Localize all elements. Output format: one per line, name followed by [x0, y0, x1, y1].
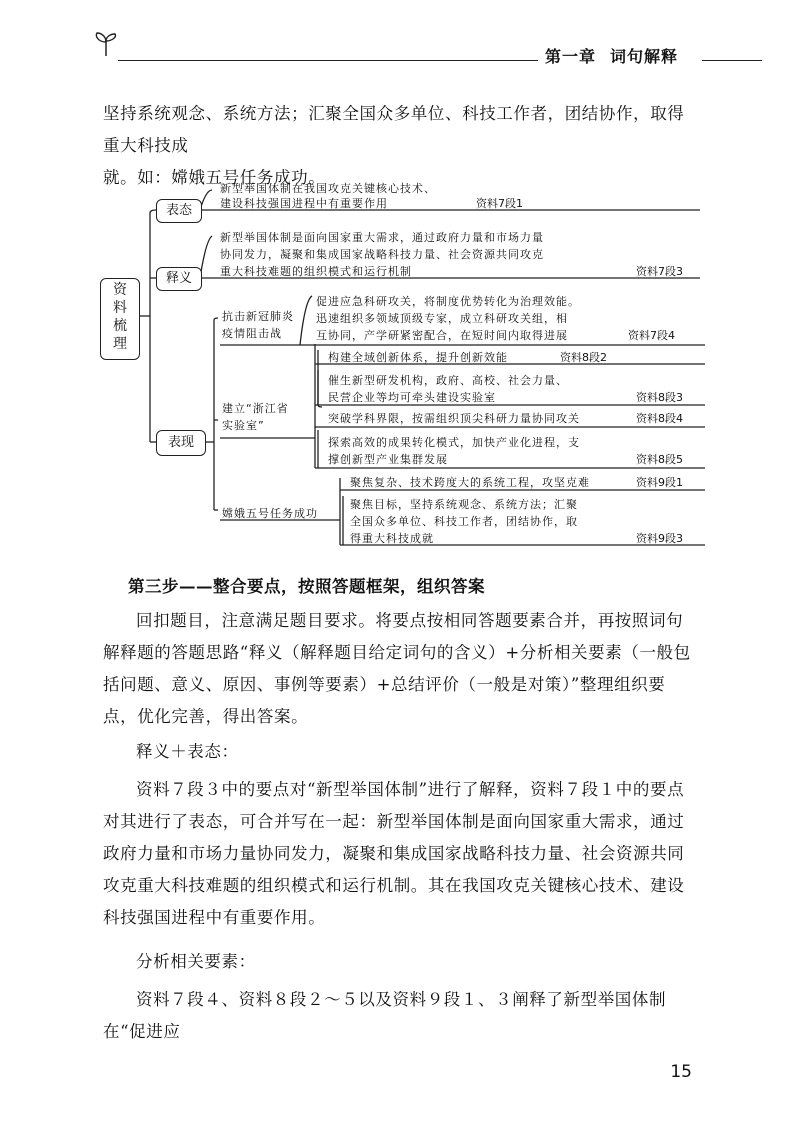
- biaotai-source: 资料7段1: [476, 197, 523, 210]
- zhejiang-title-2: 实验室”: [222, 419, 265, 432]
- chapter-title: 词句解释: [610, 47, 679, 66]
- mindmap-root-label: 资料梳理: [113, 282, 127, 352]
- change-item-2-source: 资料9段3: [636, 532, 683, 545]
- branch-biaoxian: [156, 430, 206, 456]
- biaotai-line-2: 建设科技强国进程中有重要作用: [220, 197, 388, 210]
- body-paragraph-2: 资料７段３中的要点对“新型举国体制”进行了解释，资料７段１中的要点对其进行了表态，可合并写在一起：新型举国体制是面向国家重大需求，通过政府力量和市场力量协同发力，凝聚和集成国家战略科技力量、社会资源共同攻克重大科技难题的组织模式和运行机制。其在我国攻克关键核心技术、建设科技强国进程中有重要作用。: [103, 780, 685, 927]
- shiyi-line-3: 重大科技难题的组织模式和运行机制: [220, 265, 412, 278]
- change-item-1-source: 资料9段1: [636, 476, 683, 489]
- change-item-2-text-2: 全国众多单位、科技工作者，团结协作，取: [350, 515, 578, 528]
- branch-shiyi: [156, 267, 202, 291]
- zhejiang-item-4-text-2: 撑创新型产业集群发展: [328, 453, 448, 466]
- zhejiang-item-4-source: 资料8段5: [636, 453, 683, 466]
- branch-shiyi-label: 释义: [165, 271, 192, 286]
- branch-biaotai: [156, 199, 202, 223]
- body-paragraph-3: 资料７段４、资料８段２～５以及资料９段１、３阐释了新型举国体制在“促进应: [103, 990, 667, 1041]
- label-shiyi-biaotai: 释义＋表态：: [136, 742, 239, 761]
- kangji-title-2: 疫情阻击战: [222, 327, 282, 340]
- zhejiang-item-2-text-2: 民营企业等均可牵头建设实验室: [328, 391, 496, 404]
- body-paragraph-1: 回扣题目，注意满足题目要求。将要点按相同答题要素合并，再按照词句解释题的答题思路“释义（解释题目给定词句的含义）+分析相关要素（一般包括问题、意义、原因、事例等要素）+总结评价（一般是对策）”整理组织要点，优化完善，得出答案。: [103, 611, 691, 726]
- change-item-2-text-3: 得重大科技成就: [350, 532, 434, 545]
- shiyi-source: 资料7段3: [636, 265, 683, 278]
- kangji-line-2: 迅速组织多领域顶级专家，成立科研攻关组，相: [316, 312, 568, 325]
- zhejiang-title-1: 建立“浙江省: [222, 402, 289, 415]
- intro-line-1: 坚持系统观念、系统方法；汇聚全国众多单位、科技工作者，团结协作，取得重大科技成: [103, 104, 685, 155]
- page-number: 15: [670, 1062, 692, 1082]
- branch-biaoxian-label: 表现: [167, 435, 194, 450]
- zhejiang-item-3-text: 突破学科界限，按需组织顶尖科研力量协同攻关: [328, 412, 580, 425]
- shiyi-line-1: 新型举国体制是面向国家重大需求，通过政府力量和市场力量: [220, 231, 544, 244]
- label-analysis: 分析相关要素：: [136, 952, 256, 971]
- chapter-number: 第一章: [545, 47, 597, 66]
- kangji-line-3: 互协同，产学研紧密配合，在短时间内取得进展: [316, 329, 568, 342]
- kangji-source: 资料7段4: [628, 329, 675, 342]
- intro-line-2: 就。如：嫦娥五号任务成功。: [103, 168, 326, 187]
- change-item-1-text: 聚焦复杂、技术跨度大的系统工程，攻坚克难: [350, 476, 590, 489]
- shiyi-line-2: 协同发力，凝聚和集成国家战略科技力量、社会资源共同攻克: [220, 248, 544, 261]
- change-item-2-text-1: 聚焦目标，坚持系统观念、系统方法；汇聚: [350, 498, 578, 511]
- biaotai-line-1: 新型举国体制在我国攻克关键核心技术、: [220, 182, 436, 195]
- kangji-title-1: 抗击新冠肺炎: [222, 310, 294, 323]
- branch-biaotai-label: 表态: [165, 203, 192, 218]
- change-title: 嫦娥五号任务成功: [222, 507, 318, 520]
- zhejiang-item-1-source: 资料8段2: [560, 351, 607, 364]
- kangji-line-1: 促进应急科研攻关，将制度优势转化为治理效能。: [316, 295, 580, 308]
- zhejiang-item-1-text: 构建全域创新体系，提升创新效能: [328, 351, 508, 364]
- zhejiang-item-3-source: 资料8段4: [636, 412, 683, 425]
- zhejiang-item-2-source: 资料8段3: [636, 391, 683, 404]
- mindmap-root: [100, 278, 140, 360]
- step3-heading: 第三步——整合要点，按照答题框架，组织答案: [128, 577, 485, 596]
- zhejiang-item-2-text-1: 催生新型研发机构，政府、高校、社会力量、: [328, 374, 568, 387]
- zhejiang-item-4-text-1: 探索高效的成果转化模式，加快产业化进程，支: [328, 436, 580, 449]
